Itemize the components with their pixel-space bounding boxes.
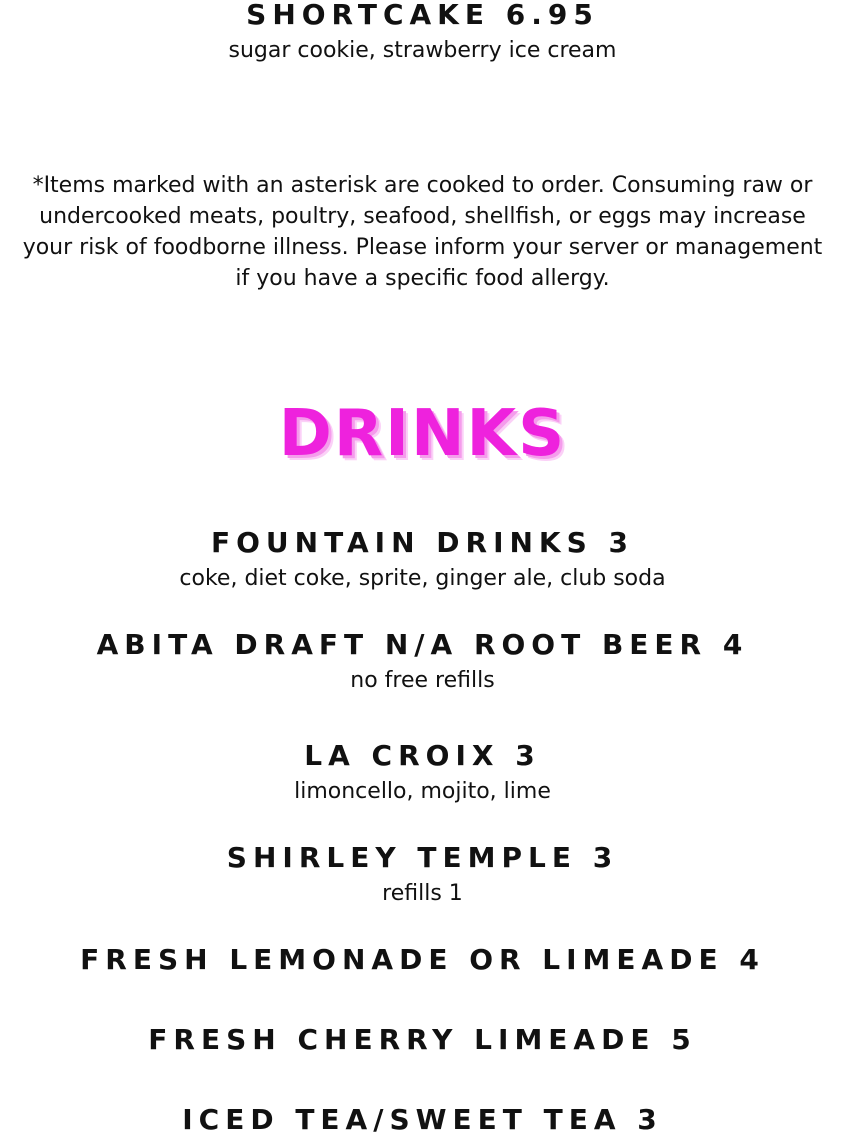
drink-item-name: ABITA DRAFT N/A ROOT BEER 4: [96, 628, 749, 661]
drink-item-description: coke, diet coke, sprite, ginger ale, club soda: [179, 566, 666, 591]
drink-item-name: SHIRLEY TEMPLE 3: [226, 841, 619, 874]
drink-item-name: ICED TEA/SWEET TEA 3: [182, 1103, 663, 1136]
drink-item-name: LA CROIX 3: [304, 739, 541, 772]
drinks-section-title: DRINKS: [278, 397, 567, 471]
drink-item-name: FOUNTAIN DRINKS 3: [210, 526, 635, 559]
allergy-disclaimer: *Items marked with an asterisk are cooked to order. Consuming raw or undercooked meats, poultry, seafood, shellfish, or eggs may increase your risk of foodborne illness. Please inform your server or management if you have a specific food allergy.: [22, 173, 823, 291]
drink-item-name: FRESH CHERRY LIMEADE 5: [148, 1023, 697, 1056]
drink-item-description: limoncello, mojito, lime: [294, 779, 551, 804]
menu-item-shortcake-name: SHORTCAKE 6.95: [246, 0, 599, 31]
menu-item-shortcake-description: sugar cookie, strawberry ice cream: [228, 38, 617, 63]
drink-item-name: FRESH LEMONADE OR LIMEADE 4: [80, 943, 765, 976]
drink-item-description: refills 1: [382, 881, 463, 906]
drink-item-description: no free refills: [350, 668, 495, 693]
